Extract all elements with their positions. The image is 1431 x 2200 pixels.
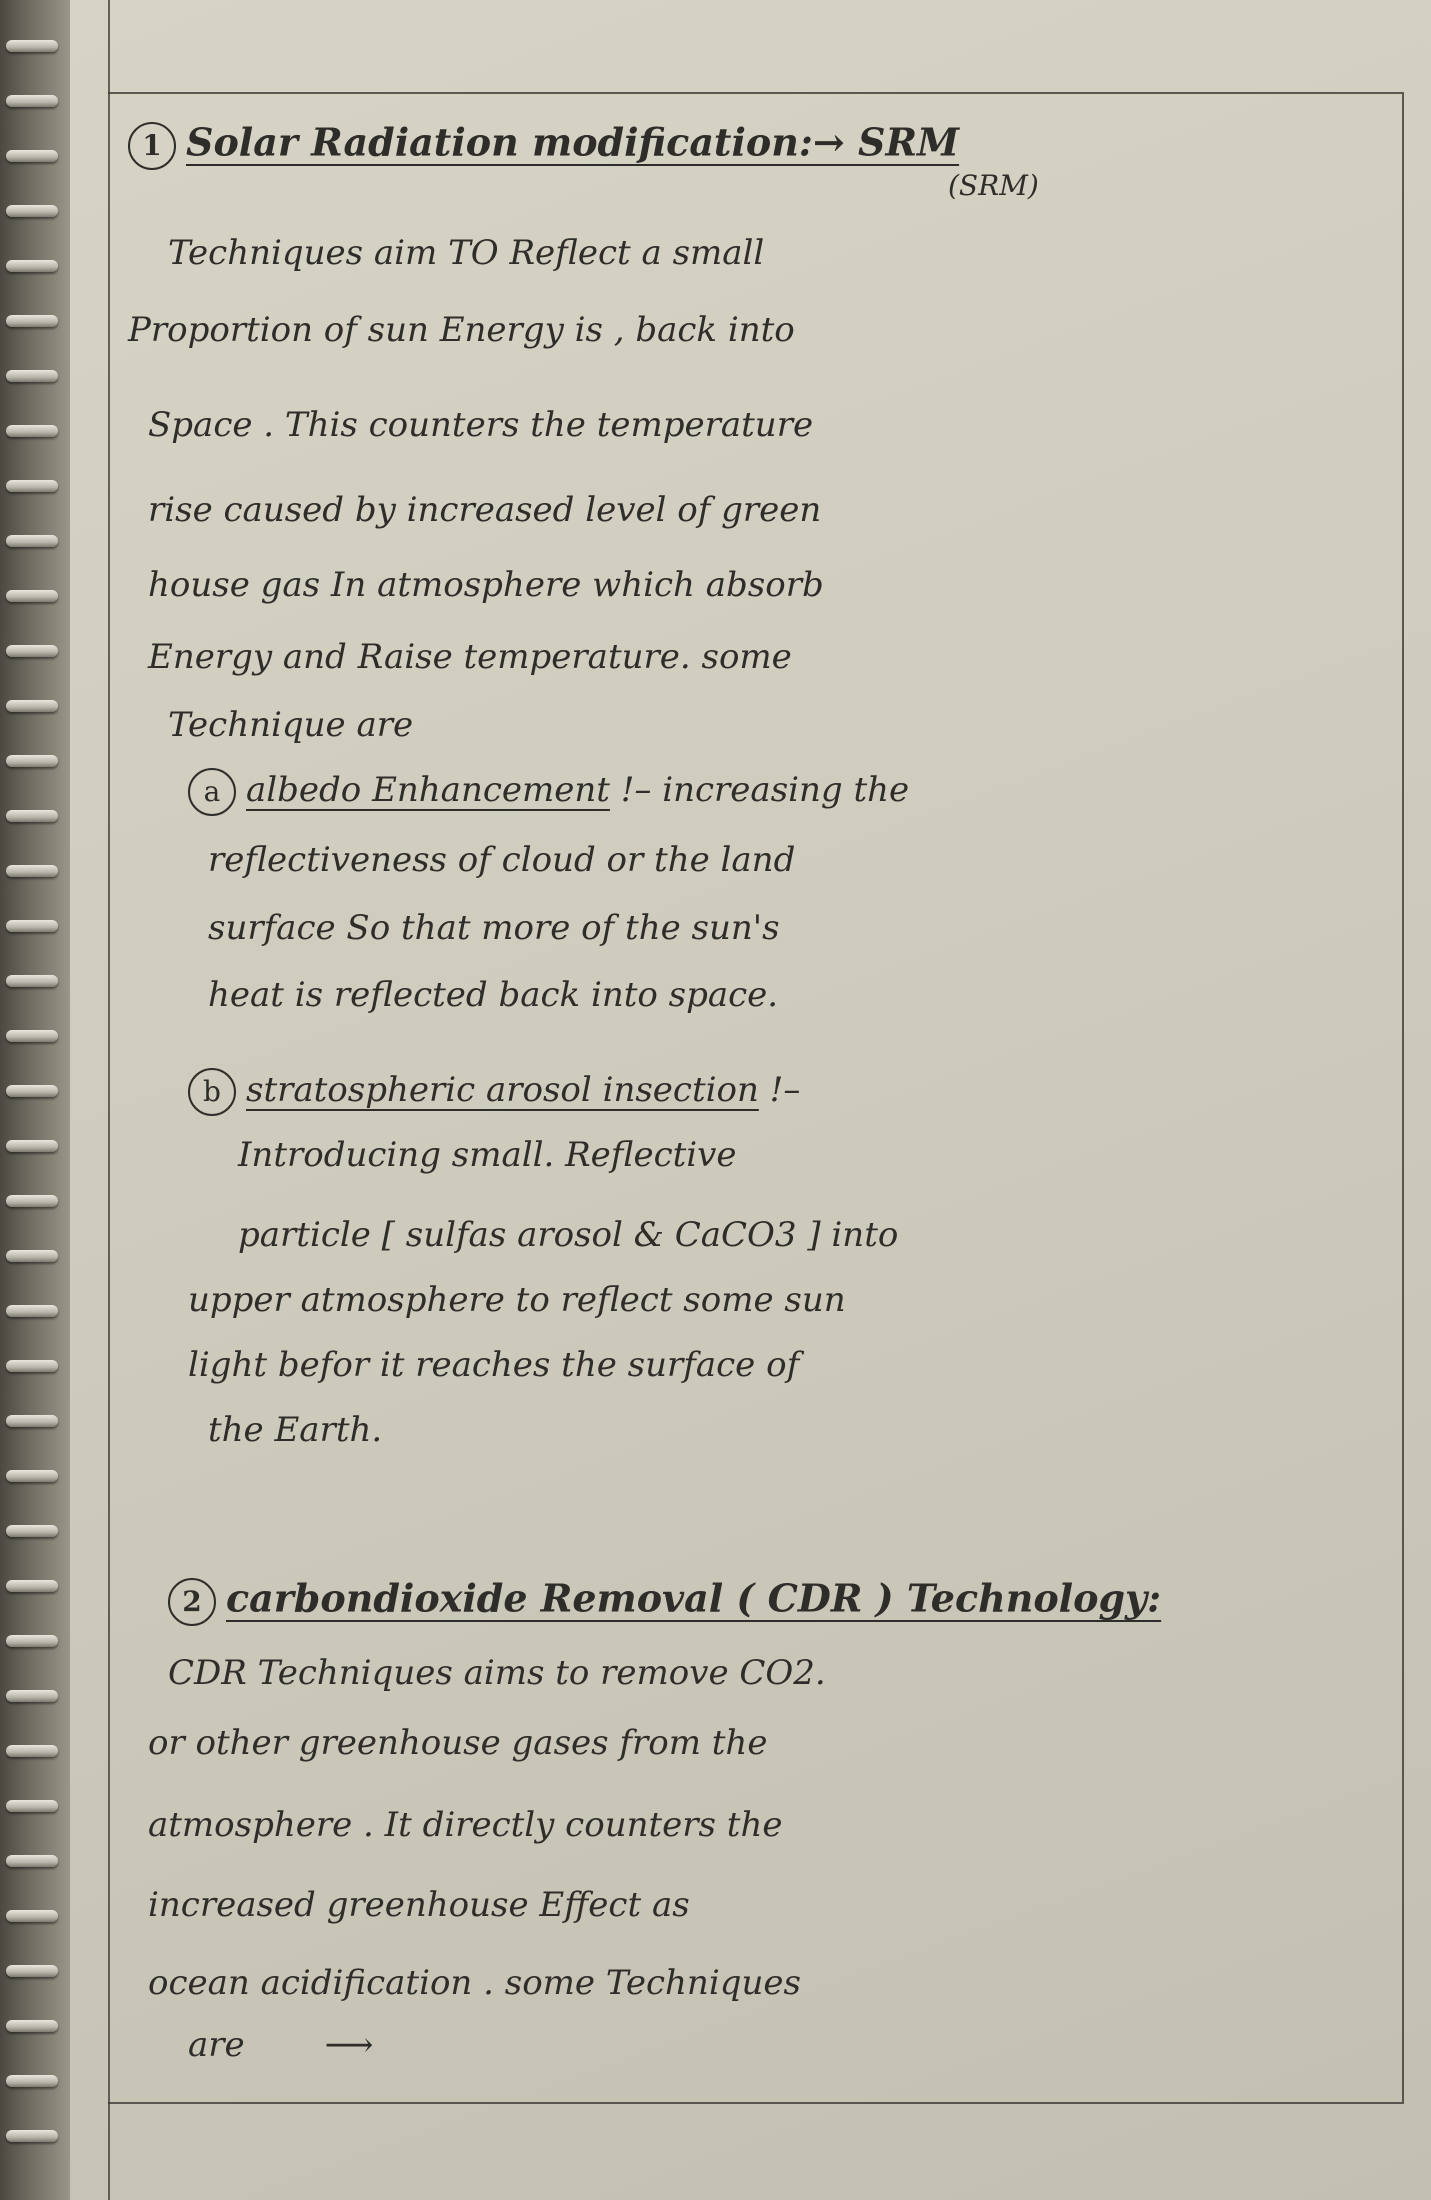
spiral-binding (0, 0, 70, 2200)
spiral-coil (6, 1030, 58, 1042)
spiral-coil (6, 95, 58, 107)
subsection-title: albedo Enhancement (246, 770, 610, 810)
text-line: rise caused by increased level of green (148, 490, 822, 530)
spiral-coil (6, 40, 58, 52)
spiral-coil (6, 1305, 58, 1317)
text-line: surface So that more of the sun's (208, 908, 780, 948)
spiral-coil (6, 755, 58, 767)
section-title: carbondioxide Removal ( CDR ) Technology: (226, 1575, 1162, 1621)
spiral-coil (6, 1470, 58, 1482)
text-line: Energy and Raise temperature. some (148, 637, 792, 677)
text-line: upper atmosphere to reflect some sun (188, 1280, 846, 1320)
text-line: Techniques aim TO Reflect a small (168, 233, 765, 273)
spiral-coil (6, 1635, 58, 1647)
spiral-coil (6, 1415, 58, 1427)
text-line: Proportion of sun Energy is , back into (128, 310, 795, 350)
spiral-coil (6, 1800, 58, 1812)
text-line: heat is reflected back into space. (208, 975, 779, 1015)
section-title: Solar Radiation modification:→ SRM (186, 119, 960, 165)
spiral-coil (6, 425, 58, 437)
subsection-label: b (188, 1068, 236, 1116)
section-number: 1 (128, 122, 176, 170)
spiral-coil (6, 700, 58, 712)
text-line: atmosphere . It directly counters the (148, 1805, 783, 1845)
spiral-coil (6, 1525, 58, 1537)
text-line: the Earth. (208, 1410, 383, 1450)
spiral-coil (6, 205, 58, 217)
subsection-a-heading (188, 768, 909, 816)
spiral-coil (6, 590, 58, 602)
subsection-title: stratospheric arosol insection (246, 1070, 759, 1110)
text-line: ocean acidification . some Techniques (148, 1963, 801, 2003)
section-2-heading (168, 1575, 1162, 1626)
text-line: particle [ sulfas arosol & CaCO3 ] into (238, 1215, 899, 1255)
spiral-coil (6, 150, 58, 162)
spiral-coil (6, 535, 58, 547)
text-line: Space . This counters the temperature (148, 405, 814, 445)
spiral-coil (6, 1360, 58, 1372)
spiral-coil (6, 1195, 58, 1207)
text-line: or other greenhouse gases from the (148, 1723, 768, 1763)
spiral-coil (6, 1085, 58, 1097)
spiral-coil (6, 1690, 58, 1702)
section-1-heading (128, 119, 960, 170)
spiral-coil (6, 2020, 58, 2032)
spiral-coil (6, 315, 58, 327)
text-line: Introducing small. Reflective (238, 1135, 737, 1175)
spiral-coil (6, 2075, 58, 2087)
spiral-coil (6, 1855, 58, 1867)
subsection-text: !– (758, 1070, 801, 1110)
spiral-coil (6, 260, 58, 272)
spiral-coil (6, 975, 58, 987)
spiral-coil (6, 1250, 58, 1262)
text-line: Technique are (168, 705, 414, 745)
section-number: 2 (168, 1578, 216, 1626)
subsection-label: a (188, 768, 236, 816)
spiral-coil (6, 1965, 58, 1977)
text-line (188, 2025, 374, 2065)
spiral-coil (6, 2130, 58, 2142)
text-line: reflectiveness of cloud or the land (208, 840, 796, 880)
right-arrow-icon: ⟶ (324, 2025, 374, 2065)
spiral-coil (6, 810, 58, 822)
text-line: increased greenhouse Effect as (148, 1885, 690, 1925)
spiral-coil (6, 1140, 58, 1152)
spiral-coil (6, 480, 58, 492)
text-line: house gas In atmosphere which absorb (148, 565, 824, 605)
spiral-coil (6, 920, 58, 932)
subsection-b-heading (188, 1068, 800, 1116)
spiral-coil (6, 865, 58, 877)
subsection-text: !– increasing the (609, 770, 910, 810)
spiral-coil (6, 1910, 58, 1922)
spiral-coil (6, 645, 58, 657)
spiral-coil (6, 1580, 58, 1592)
text-fragment: are (188, 2025, 245, 2065)
section-subtitle: (SRM) (948, 169, 1039, 202)
spiral-coil (6, 1745, 58, 1757)
spiral-coil (6, 370, 58, 382)
text-line: light befor it reaches the surface of (188, 1345, 800, 1385)
text-line: CDR Techniques aims to remove CO2. (168, 1653, 826, 1693)
